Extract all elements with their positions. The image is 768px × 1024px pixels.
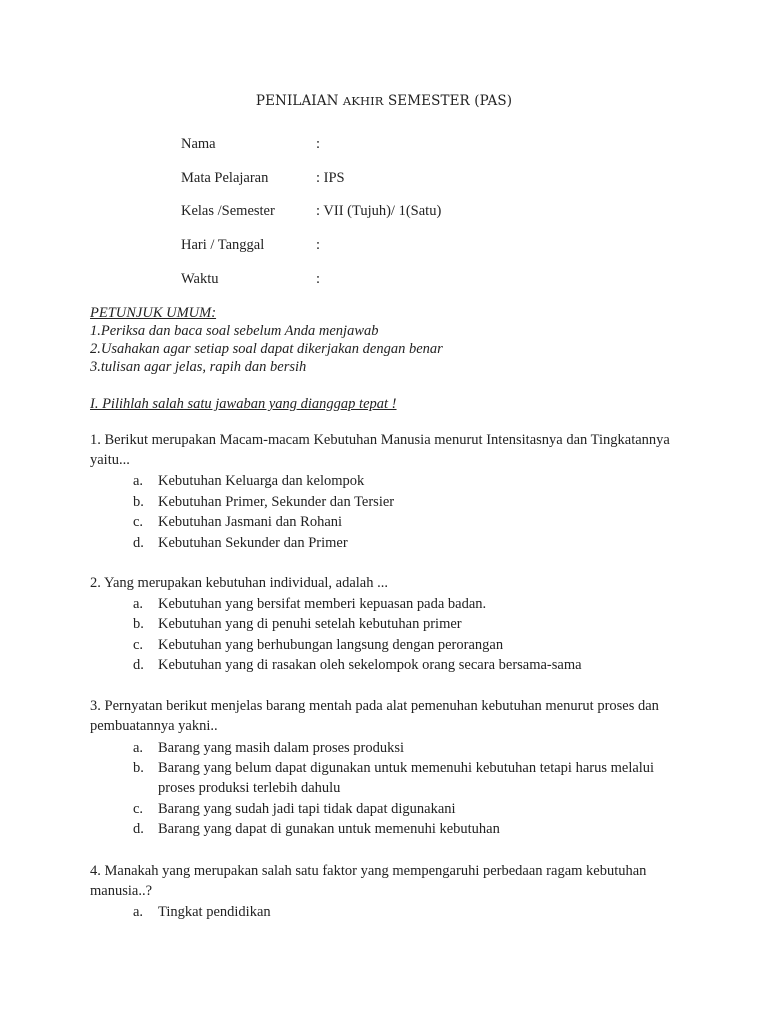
title-main: PENILAIAN <box>255 93 339 109</box>
identity-value: : IPS <box>316 170 345 186</box>
identity-value: : VII (Tujuh)/ 1(Satu) <box>316 203 442 219</box>
option-letter: c. <box>133 801 144 817</box>
option-text: Kebutuhan Keluarga dan kelompok <box>158 473 365 489</box>
option-letter: a. <box>133 740 144 756</box>
option-letter: d. <box>133 535 144 551</box>
identity-value: : <box>316 136 321 152</box>
option-text: Kebutuhan Sekunder dan Primer <box>158 535 348 551</box>
instructions-heading: PETUNJUK UMUM: <box>90 305 217 321</box>
identity-label: Kelas /Semester <box>181 203 275 219</box>
identity-label: Mata Pelajaran <box>181 170 269 186</box>
identity-value: : <box>316 271 321 287</box>
identity-label: Hari / Tanggal <box>181 237 265 253</box>
title-small: AKHIR <box>342 94 384 108</box>
instruction-item: 1.Periksa dan baca soal sebelum Anda menjawab <box>90 323 379 339</box>
identity-label: Waktu <box>181 271 219 287</box>
option-letter: a. <box>133 904 144 920</box>
option-letter: b. <box>133 494 144 510</box>
identity-value: : <box>316 237 321 253</box>
option-text: Kebutuhan yang di penuhi setelah kebutuhan primer <box>158 616 462 632</box>
question-4-text: 4. Manakah yang merupakan salah satu faktor yang mempengaruhi perbedaan ragam kebutuhan manusia..? <box>90 863 647 899</box>
option-text: Kebutuhan yang bersifat memberi kepuasan pada badan. <box>158 596 487 612</box>
option-letter: b. <box>133 760 144 776</box>
option-letter: d. <box>133 657 144 673</box>
option-letter: c. <box>133 514 144 530</box>
option-text: Kebutuhan yang berhubungan langsung dengan perorangan <box>158 637 504 653</box>
identity-label: Nama <box>181 136 216 152</box>
question-3-text: 3. Pernyatan berikut menjelas barang mentah pada alat pemenuhan kebutuhan menurut proses dan pembuatannya yakni.. <box>90 698 659 734</box>
instruction-item: 2.Usahakan agar setiap soal dapat dikerjakan dengan benar <box>90 341 443 357</box>
option-letter: d. <box>133 821 144 837</box>
instruction-item: 3.tulisan agar jelas, rapih dan bersih <box>90 359 307 375</box>
option-letter: a. <box>133 596 144 612</box>
question-2-text: 2. Yang merupakan kebutuhan individual, adalah ... <box>90 575 388 591</box>
option-text: Barang yang dapat di gunakan untuk memenuhi kebutuhan <box>158 821 500 837</box>
option-text: Kebutuhan Jasmani dan Rohani <box>158 514 343 530</box>
option-text: Barang yang masih dalam proses produksi <box>158 740 405 756</box>
question-1-text: 1. Berikut merupakan Macam-macam Kebutuhan Manusia menurut Intensitasnya dan Tingkatannya yaitu... <box>90 432 670 468</box>
option-text: Barang yang sudah jadi tapi tidak dapat digunakani <box>158 801 456 817</box>
option-letter: b. <box>133 616 144 632</box>
option-text: Kebutuhan yang di rasakan oleh sekelompok orang secara bersama-sama <box>158 657 582 673</box>
option-text: Tingkat pendidikan <box>158 904 271 920</box>
option-text: Barang yang belum dapat digunakan untuk memenuhi kebutuhan tetapi harus melalui proses produksi terlebih dahulu <box>158 760 655 796</box>
option-letter: c. <box>133 637 144 653</box>
title-rest: SEMESTER (PAS) <box>387 93 513 109</box>
section-heading: I. Pilihlah salah satu jawaban yang dianggap tepat ! <box>90 396 397 412</box>
option-letter: a. <box>133 473 144 489</box>
page-title <box>0 93 768 109</box>
option-text: Kebutuhan Primer, Sekunder dan Tersier <box>158 494 395 510</box>
